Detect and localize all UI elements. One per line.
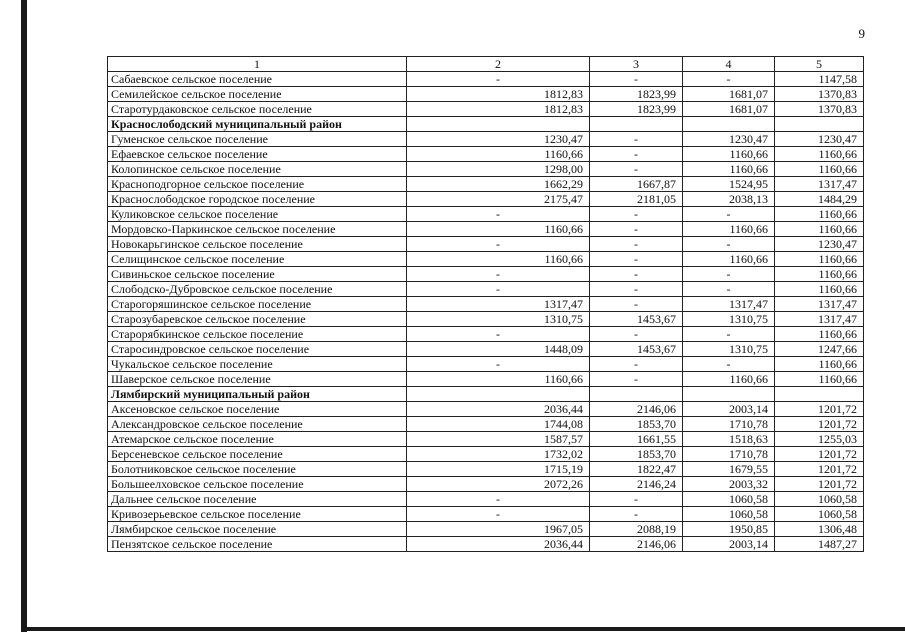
value-cell-col4: 1160,66 bbox=[683, 222, 775, 237]
value-cell-col4: 1310,75 bbox=[683, 342, 775, 357]
value-cell-col2: 1812,83 bbox=[407, 87, 590, 102]
value-cell-col5: 1160,66 bbox=[775, 372, 864, 387]
value-cell-col3: 1661,55 bbox=[590, 432, 683, 447]
value-cell-col4: 1317,47 bbox=[683, 297, 775, 312]
value-cell-col2: 1160,66 bbox=[407, 222, 590, 237]
value-cell-col5: 1306,48 bbox=[775, 522, 864, 537]
value-cell-col3: - bbox=[590, 327, 683, 342]
value-cell-col3 bbox=[590, 387, 683, 402]
value-cell-col5: 1060,58 bbox=[775, 492, 864, 507]
settlement-name-cell: Болотниковское сельское поселение bbox=[108, 462, 407, 477]
value-cell-col5: 1230,47 bbox=[775, 132, 864, 147]
value-cell-col2: 2036,44 bbox=[407, 402, 590, 417]
value-cell-col4: 1681,07 bbox=[683, 87, 775, 102]
value-cell-col2: 1587,57 bbox=[407, 432, 590, 447]
value-cell-col2: 1298,00 bbox=[407, 162, 590, 177]
value-cell-col2: 1317,47 bbox=[407, 297, 590, 312]
value-cell-col2 bbox=[407, 387, 590, 402]
settlement-name-cell: Мордовско-Паркинское сельское поселение bbox=[108, 222, 407, 237]
settlement-name-cell: Сивиньское сельское поселение bbox=[108, 267, 407, 282]
value-cell-col4: 1230,47 bbox=[683, 132, 775, 147]
table-row bbox=[108, 312, 864, 327]
settlement-name-cell: Гуменское сельское поселение bbox=[108, 132, 407, 147]
table-row bbox=[108, 147, 864, 162]
table-row bbox=[108, 432, 864, 447]
value-cell-col2: - bbox=[407, 237, 590, 252]
settlement-name-cell: Старотурдаковское сельское поселение bbox=[108, 102, 407, 117]
value-cell-col3: - bbox=[590, 267, 683, 282]
value-cell-col4: 2003,14 bbox=[683, 402, 775, 417]
table-row bbox=[108, 267, 864, 282]
value-cell-col2: - bbox=[407, 282, 590, 297]
value-cell-col3: - bbox=[590, 297, 683, 312]
value-cell-col2: 1967,05 bbox=[407, 522, 590, 537]
table-row bbox=[108, 177, 864, 192]
value-cell-col2: - bbox=[407, 267, 590, 282]
table-row bbox=[108, 102, 864, 117]
value-cell-col2: - bbox=[407, 357, 590, 372]
value-cell-col2: 1160,66 bbox=[407, 252, 590, 267]
value-cell-col3: - bbox=[590, 372, 683, 387]
value-cell-col5: 1317,47 bbox=[775, 297, 864, 312]
value-cell-col3: 2146,24 bbox=[590, 477, 683, 492]
value-cell-col3: 1853,70 bbox=[590, 417, 683, 432]
settlement-name-cell: Шаверское сельское поселение bbox=[108, 372, 407, 387]
value-cell-col4: 1160,66 bbox=[683, 147, 775, 162]
value-cell-col4: 2003,14 bbox=[683, 537, 775, 552]
table-row bbox=[108, 207, 864, 222]
settlement-name-cell: Сабаевское сельское поселение bbox=[108, 72, 407, 87]
value-cell-col2: 1230,47 bbox=[407, 132, 590, 147]
value-cell-col2: - bbox=[407, 492, 590, 507]
table-row bbox=[108, 447, 864, 462]
table-row bbox=[108, 477, 864, 492]
value-cell-col5: 1484,29 bbox=[775, 192, 864, 207]
value-cell-col5: 1317,47 bbox=[775, 177, 864, 192]
settlement-name-cell: Краснослободское городское поселение bbox=[108, 192, 407, 207]
value-cell-col3: 2088,19 bbox=[590, 522, 683, 537]
table-row bbox=[108, 252, 864, 267]
table-row bbox=[108, 462, 864, 477]
value-cell-col4: 1950,85 bbox=[683, 522, 775, 537]
value-cell-col5: 1370,83 bbox=[775, 102, 864, 117]
value-cell-col5: 1317,47 bbox=[775, 312, 864, 327]
value-cell-col4: - bbox=[683, 72, 775, 87]
value-cell-col4: 1160,66 bbox=[683, 372, 775, 387]
value-cell-col4: 1518,63 bbox=[683, 432, 775, 447]
settlement-name-cell: Лямбирское сельское поселение bbox=[108, 522, 407, 537]
settlement-name-cell: Чукальское сельское поселение bbox=[108, 357, 407, 372]
settlement-name-cell: Большеелховское сельское поселение bbox=[108, 477, 407, 492]
value-cell-col4: 2003,32 bbox=[683, 477, 775, 492]
value-cell-col2: 1160,66 bbox=[407, 372, 590, 387]
value-cell-col3 bbox=[590, 117, 683, 132]
value-cell-col3: 1823,99 bbox=[590, 102, 683, 117]
value-cell-col5: 1160,66 bbox=[775, 282, 864, 297]
table-row bbox=[108, 72, 864, 87]
settlement-name-cell: Старозубаревское сельское поселение bbox=[108, 312, 407, 327]
page-number: 9 bbox=[858, 26, 865, 41]
value-cell-col5: 1160,66 bbox=[775, 327, 864, 342]
value-cell-col3: - bbox=[590, 72, 683, 87]
table-row bbox=[108, 132, 864, 147]
table-row bbox=[108, 327, 864, 342]
table-row bbox=[108, 192, 864, 207]
value-cell-col2: - bbox=[407, 327, 590, 342]
district-name-cell: Лямбирский муниципальный район bbox=[108, 387, 407, 402]
value-cell-col5 bbox=[775, 387, 864, 402]
value-cell-col4: 2038,13 bbox=[683, 192, 775, 207]
value-cell-col5: 1230,47 bbox=[775, 237, 864, 252]
value-cell-col2: 1744,08 bbox=[407, 417, 590, 432]
settlement-name-cell: Аксеновское сельское поселение bbox=[108, 402, 407, 417]
value-cell-col5: 1147,58 bbox=[775, 72, 864, 87]
settlement-name-cell: Селищинское сельское поселение bbox=[108, 252, 407, 267]
data-table bbox=[107, 56, 864, 552]
header-row bbox=[108, 57, 864, 72]
value-cell-col5: 1255,03 bbox=[775, 432, 864, 447]
settlement-name-cell: Семилейское сельское поселение bbox=[108, 87, 407, 102]
value-cell-col3: 2146,06 bbox=[590, 537, 683, 552]
header-cell: 3 bbox=[590, 57, 683, 72]
value-cell-col5: 1201,72 bbox=[775, 462, 864, 477]
value-cell-col5: 1487,27 bbox=[775, 537, 864, 552]
table-row bbox=[108, 282, 864, 297]
value-cell-col4 bbox=[683, 387, 775, 402]
value-cell-col5: 1160,66 bbox=[775, 162, 864, 177]
value-cell-col4: 1710,78 bbox=[683, 417, 775, 432]
district-name-cell: Краснослободский муниципальный район bbox=[108, 117, 407, 132]
value-cell-col5: 1060,58 bbox=[775, 507, 864, 522]
value-cell-col4: - bbox=[683, 207, 775, 222]
table-row bbox=[108, 372, 864, 387]
value-cell-col3: - bbox=[590, 132, 683, 147]
value-cell-col3: - bbox=[590, 162, 683, 177]
value-cell-col5: 1247,66 bbox=[775, 342, 864, 357]
table-row bbox=[108, 492, 864, 507]
settlement-name-cell: Старорябкинское сельское поселение bbox=[108, 327, 407, 342]
value-cell-col4: 1524,95 bbox=[683, 177, 775, 192]
value-cell-col5: 1160,66 bbox=[775, 222, 864, 237]
value-cell-col2: 1310,75 bbox=[407, 312, 590, 327]
value-cell-col4: 1710,78 bbox=[683, 447, 775, 462]
table-row bbox=[108, 522, 864, 537]
table-row bbox=[108, 402, 864, 417]
value-cell-col5: 1160,66 bbox=[775, 357, 864, 372]
value-cell-col3: 1453,67 bbox=[590, 342, 683, 357]
value-cell-col3: 2181,05 bbox=[590, 192, 683, 207]
settlement-name-cell: Старогоряшинское сельское поселение bbox=[108, 297, 407, 312]
value-cell-col3: 1853,70 bbox=[590, 447, 683, 462]
value-cell-col5: 1201,72 bbox=[775, 447, 864, 462]
value-cell-col5: 1201,72 bbox=[775, 477, 864, 492]
value-cell-col3: 2146,06 bbox=[590, 402, 683, 417]
value-cell-col3: - bbox=[590, 237, 683, 252]
value-cell-col2: 1732,02 bbox=[407, 447, 590, 462]
value-cell-col2: 1812,83 bbox=[407, 102, 590, 117]
table-row bbox=[108, 357, 864, 372]
value-cell-col2: - bbox=[407, 507, 590, 522]
value-cell-col4: 1160,66 bbox=[683, 162, 775, 177]
value-cell-col3: 1823,99 bbox=[590, 87, 683, 102]
table-row bbox=[108, 237, 864, 252]
value-cell-col3: - bbox=[590, 207, 683, 222]
value-cell-col5: 1160,66 bbox=[775, 267, 864, 282]
value-cell-col3: - bbox=[590, 507, 683, 522]
value-cell-col3: - bbox=[590, 252, 683, 267]
table-row bbox=[108, 297, 864, 312]
value-cell-col2: - bbox=[407, 207, 590, 222]
value-cell-col4: 1679,55 bbox=[683, 462, 775, 477]
value-cell-col5: 1201,72 bbox=[775, 402, 864, 417]
scan-edge-left bbox=[21, 0, 27, 632]
value-cell-col4: - bbox=[683, 267, 775, 282]
value-cell-col4: - bbox=[683, 237, 775, 252]
table-body bbox=[108, 72, 864, 552]
value-cell-col2: 2036,44 bbox=[407, 537, 590, 552]
settlement-name-cell: Красноподгорное сельское поселение bbox=[108, 177, 407, 192]
table-row bbox=[108, 537, 864, 552]
value-cell-col3: 1453,67 bbox=[590, 312, 683, 327]
value-cell-col2: 1715,19 bbox=[407, 462, 590, 477]
settlement-name-cell: Новокарьгинское сельское поселение bbox=[108, 237, 407, 252]
value-cell-col2 bbox=[407, 117, 590, 132]
settlement-name-cell: Куликовское сельское поселение bbox=[108, 207, 407, 222]
value-cell-col2: 1448,09 bbox=[407, 342, 590, 357]
header-cell: 5 bbox=[775, 57, 864, 72]
table-row bbox=[108, 342, 864, 357]
settlement-name-cell: Ефаевское сельское поселение bbox=[108, 147, 407, 162]
value-cell-col2: 2175,47 bbox=[407, 192, 590, 207]
value-cell-col3: 1822,47 bbox=[590, 462, 683, 477]
header-cell: 2 bbox=[407, 57, 590, 72]
table-row bbox=[108, 507, 864, 522]
value-cell-col3: - bbox=[590, 222, 683, 237]
settlement-name-cell: Кривозерьевское сельское поселение bbox=[108, 507, 407, 522]
value-cell-col4: - bbox=[683, 357, 775, 372]
header-cell: 1 bbox=[108, 57, 407, 72]
value-cell-col4: - bbox=[683, 327, 775, 342]
settlement-name-cell: Пензятское сельское поселение bbox=[108, 537, 407, 552]
value-cell-col2: 1662,29 bbox=[407, 177, 590, 192]
value-cell-col3: - bbox=[590, 147, 683, 162]
value-cell-col3: - bbox=[590, 357, 683, 372]
value-cell-col5 bbox=[775, 117, 864, 132]
value-cell-col5: 1160,66 bbox=[775, 252, 864, 267]
settlement-name-cell: Берсеневское сельское поселение bbox=[108, 447, 407, 462]
value-cell-col4: 1681,07 bbox=[683, 102, 775, 117]
value-cell-col3: - bbox=[590, 282, 683, 297]
section-header-row bbox=[108, 387, 864, 402]
value-cell-col2: - bbox=[407, 72, 590, 87]
table-row bbox=[108, 87, 864, 102]
value-cell-col2: 1160,66 bbox=[407, 147, 590, 162]
settlement-name-cell: Атемарское сельское поселение bbox=[108, 432, 407, 447]
value-cell-col4: 1060,58 bbox=[683, 507, 775, 522]
settlement-name-cell: Дальнее сельское поселение bbox=[108, 492, 407, 507]
value-cell-col5: 1370,83 bbox=[775, 87, 864, 102]
settlement-name-cell: Старосиндровское сельское поселение bbox=[108, 342, 407, 357]
value-cell-col2: 2072,26 bbox=[407, 477, 590, 492]
value-cell-col5: 1160,66 bbox=[775, 147, 864, 162]
table-row bbox=[108, 222, 864, 237]
value-cell-col4: 1060,58 bbox=[683, 492, 775, 507]
settlement-name-cell: Колопинское сельское поселение bbox=[108, 162, 407, 177]
value-cell-col5: 1160,66 bbox=[775, 207, 864, 222]
value-cell-col3: 1667,87 bbox=[590, 177, 683, 192]
value-cell-col3: - bbox=[590, 492, 683, 507]
table-row bbox=[108, 417, 864, 432]
settlement-name-cell: Слободско-Дубровское сельское поселение bbox=[108, 282, 407, 297]
section-header-row bbox=[108, 117, 864, 132]
value-cell-col4: 1310,75 bbox=[683, 312, 775, 327]
header-cell: 4 bbox=[683, 57, 775, 72]
settlement-name-cell: Александровское сельское поселение bbox=[108, 417, 407, 432]
value-cell-col4: 1160,66 bbox=[683, 252, 775, 267]
scan-edge-bottom bbox=[21, 627, 905, 631]
value-cell-col5: 1201,72 bbox=[775, 417, 864, 432]
value-cell-col4 bbox=[683, 117, 775, 132]
table-row bbox=[108, 162, 864, 177]
value-cell-col4: - bbox=[683, 282, 775, 297]
